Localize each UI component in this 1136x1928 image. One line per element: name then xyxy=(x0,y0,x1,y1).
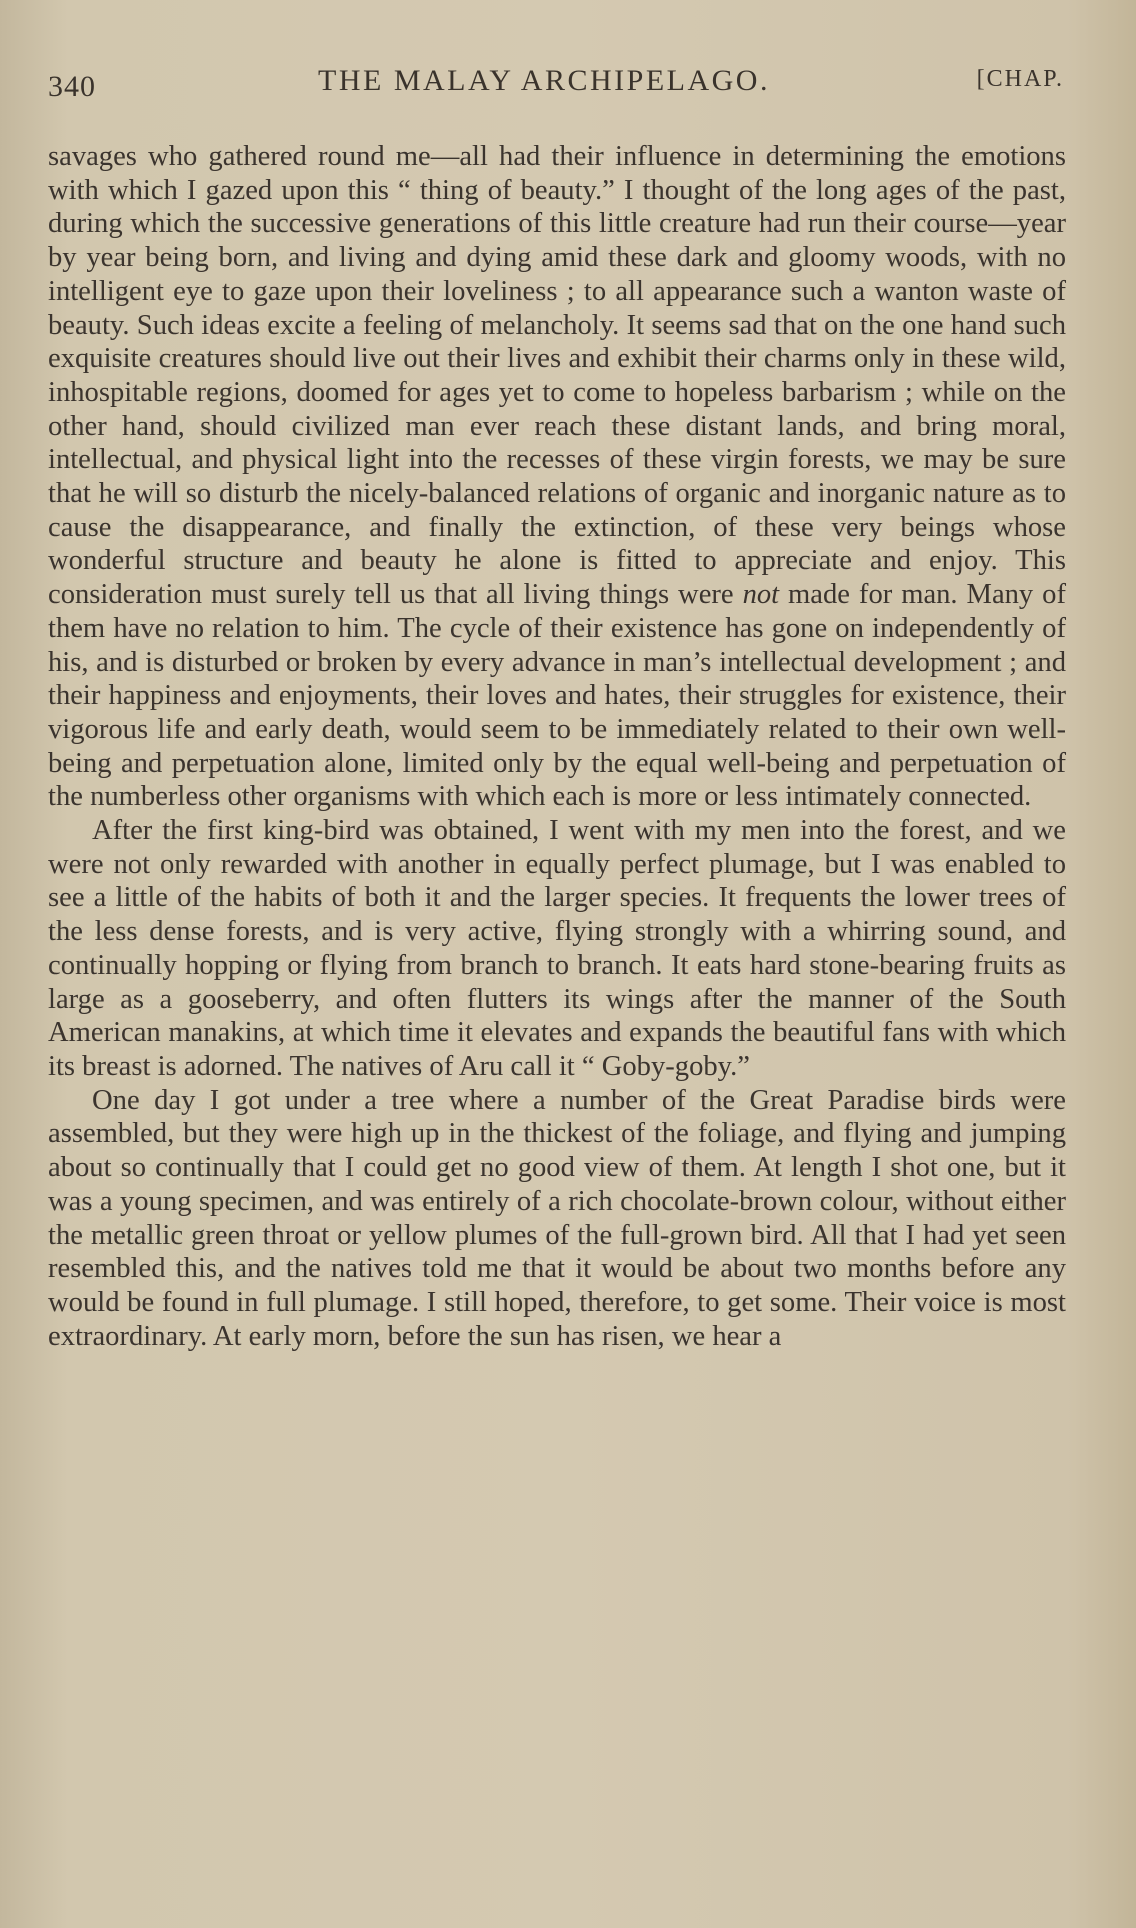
paragraph-continuation xyxy=(48,140,1066,814)
page-number: 340 xyxy=(48,70,96,103)
running-title: THE MALAY ARCHIPELAGO. xyxy=(318,64,770,97)
paragraph-king-bird: After the first king-bird was obtained, I went with my men into the forest, and we were not only rewarded with another in equally perfect plumage, but I was enabled to see a little of the habits of both it and the larger species. It frequents the lower trees of the less dense forests, and is very active, flying strongly with a whirring sound, and continually hopping or flying from branch to branch. It eats hard stone-bearing fruits as large as a gooseberry, and often flutters its wings after the manner of the South American manakins, at which time it elevates and expands the beautiful fans with which its breast is adorned. The natives of Aru call it “ Goby-goby.” xyxy=(48,815,1066,1082)
paragraph-text: savages who gathered round me—all had their influence in determining the emotions with which I gazed upon this “ thing of beauty.” I thought of the long ages of the past, during which the successive generations of this little creature had run their course—year by year being born, and living and dying amid these dark and gloomy woods, with no intelligent eye to gaze upon their loveliness ; to all appearance such a wanton waste of beauty. Such ideas excite a feeling of melancholy. It seems sad that on the one hand such exquisite creatures should live out their lives and exhibit their charms only in these wild, inhospitable regions, doomed for ages yet to come to hopeless barbarism ; while on the other hand, should civilized man ever reach these distant lands, and bring moral, intellectual, and physical light into the recesses of these virgin forests, we may be sure that he will so disturb the nicely-balanced relations of organic and inorganic nature as to cause the disappearance, and finally the extinction, of these very beings whose wonderful structure and beauty he alone is fitted to appreciate and enjoy. This consideration must surely tell us that all living things were xyxy=(48,141,1066,611)
chapter-marker: [CHAP. xyxy=(976,66,1064,92)
paragraph-text: made for man. Many of them have no relation to him. The cycle of their existence has gone on independently of his, and is disturbed or broken by every advance in man’s intellectual development ; and their happiness and enjoyments, their loves and hates, their struggles for existence, their vigorous life and early death, would seem to be immediately related to their own well-being and perpetuation alone, limited only by the equal well-being and perpetuation of the numberless other organisms with which each is more or less intimately connected. xyxy=(48,579,1066,813)
paragraph-great-paradise-birds: One day I got under a tree where a number of the Great Paradise birds were assembled, but they were high up in the thickest of the foliage, and flying and jumping about so continually that I could get no good view of them. At length I shot one, but it was a young specimen, and was entirely of a rich chocolate-brown colour, without either the metallic green throat or yellow plumes of the full-grown bird. All that I had yet seen resembled this, and the natives told me that it would be about two months before any would be found in full plumage. I still hoped, therefore, to get some. Their voice is most extraordinary. At early morn, before the sun has risen, we hear a xyxy=(48,1084,1066,1352)
body-text xyxy=(48,140,1066,1353)
page-header xyxy=(48,64,1064,108)
emphasized-word: not xyxy=(742,579,780,611)
